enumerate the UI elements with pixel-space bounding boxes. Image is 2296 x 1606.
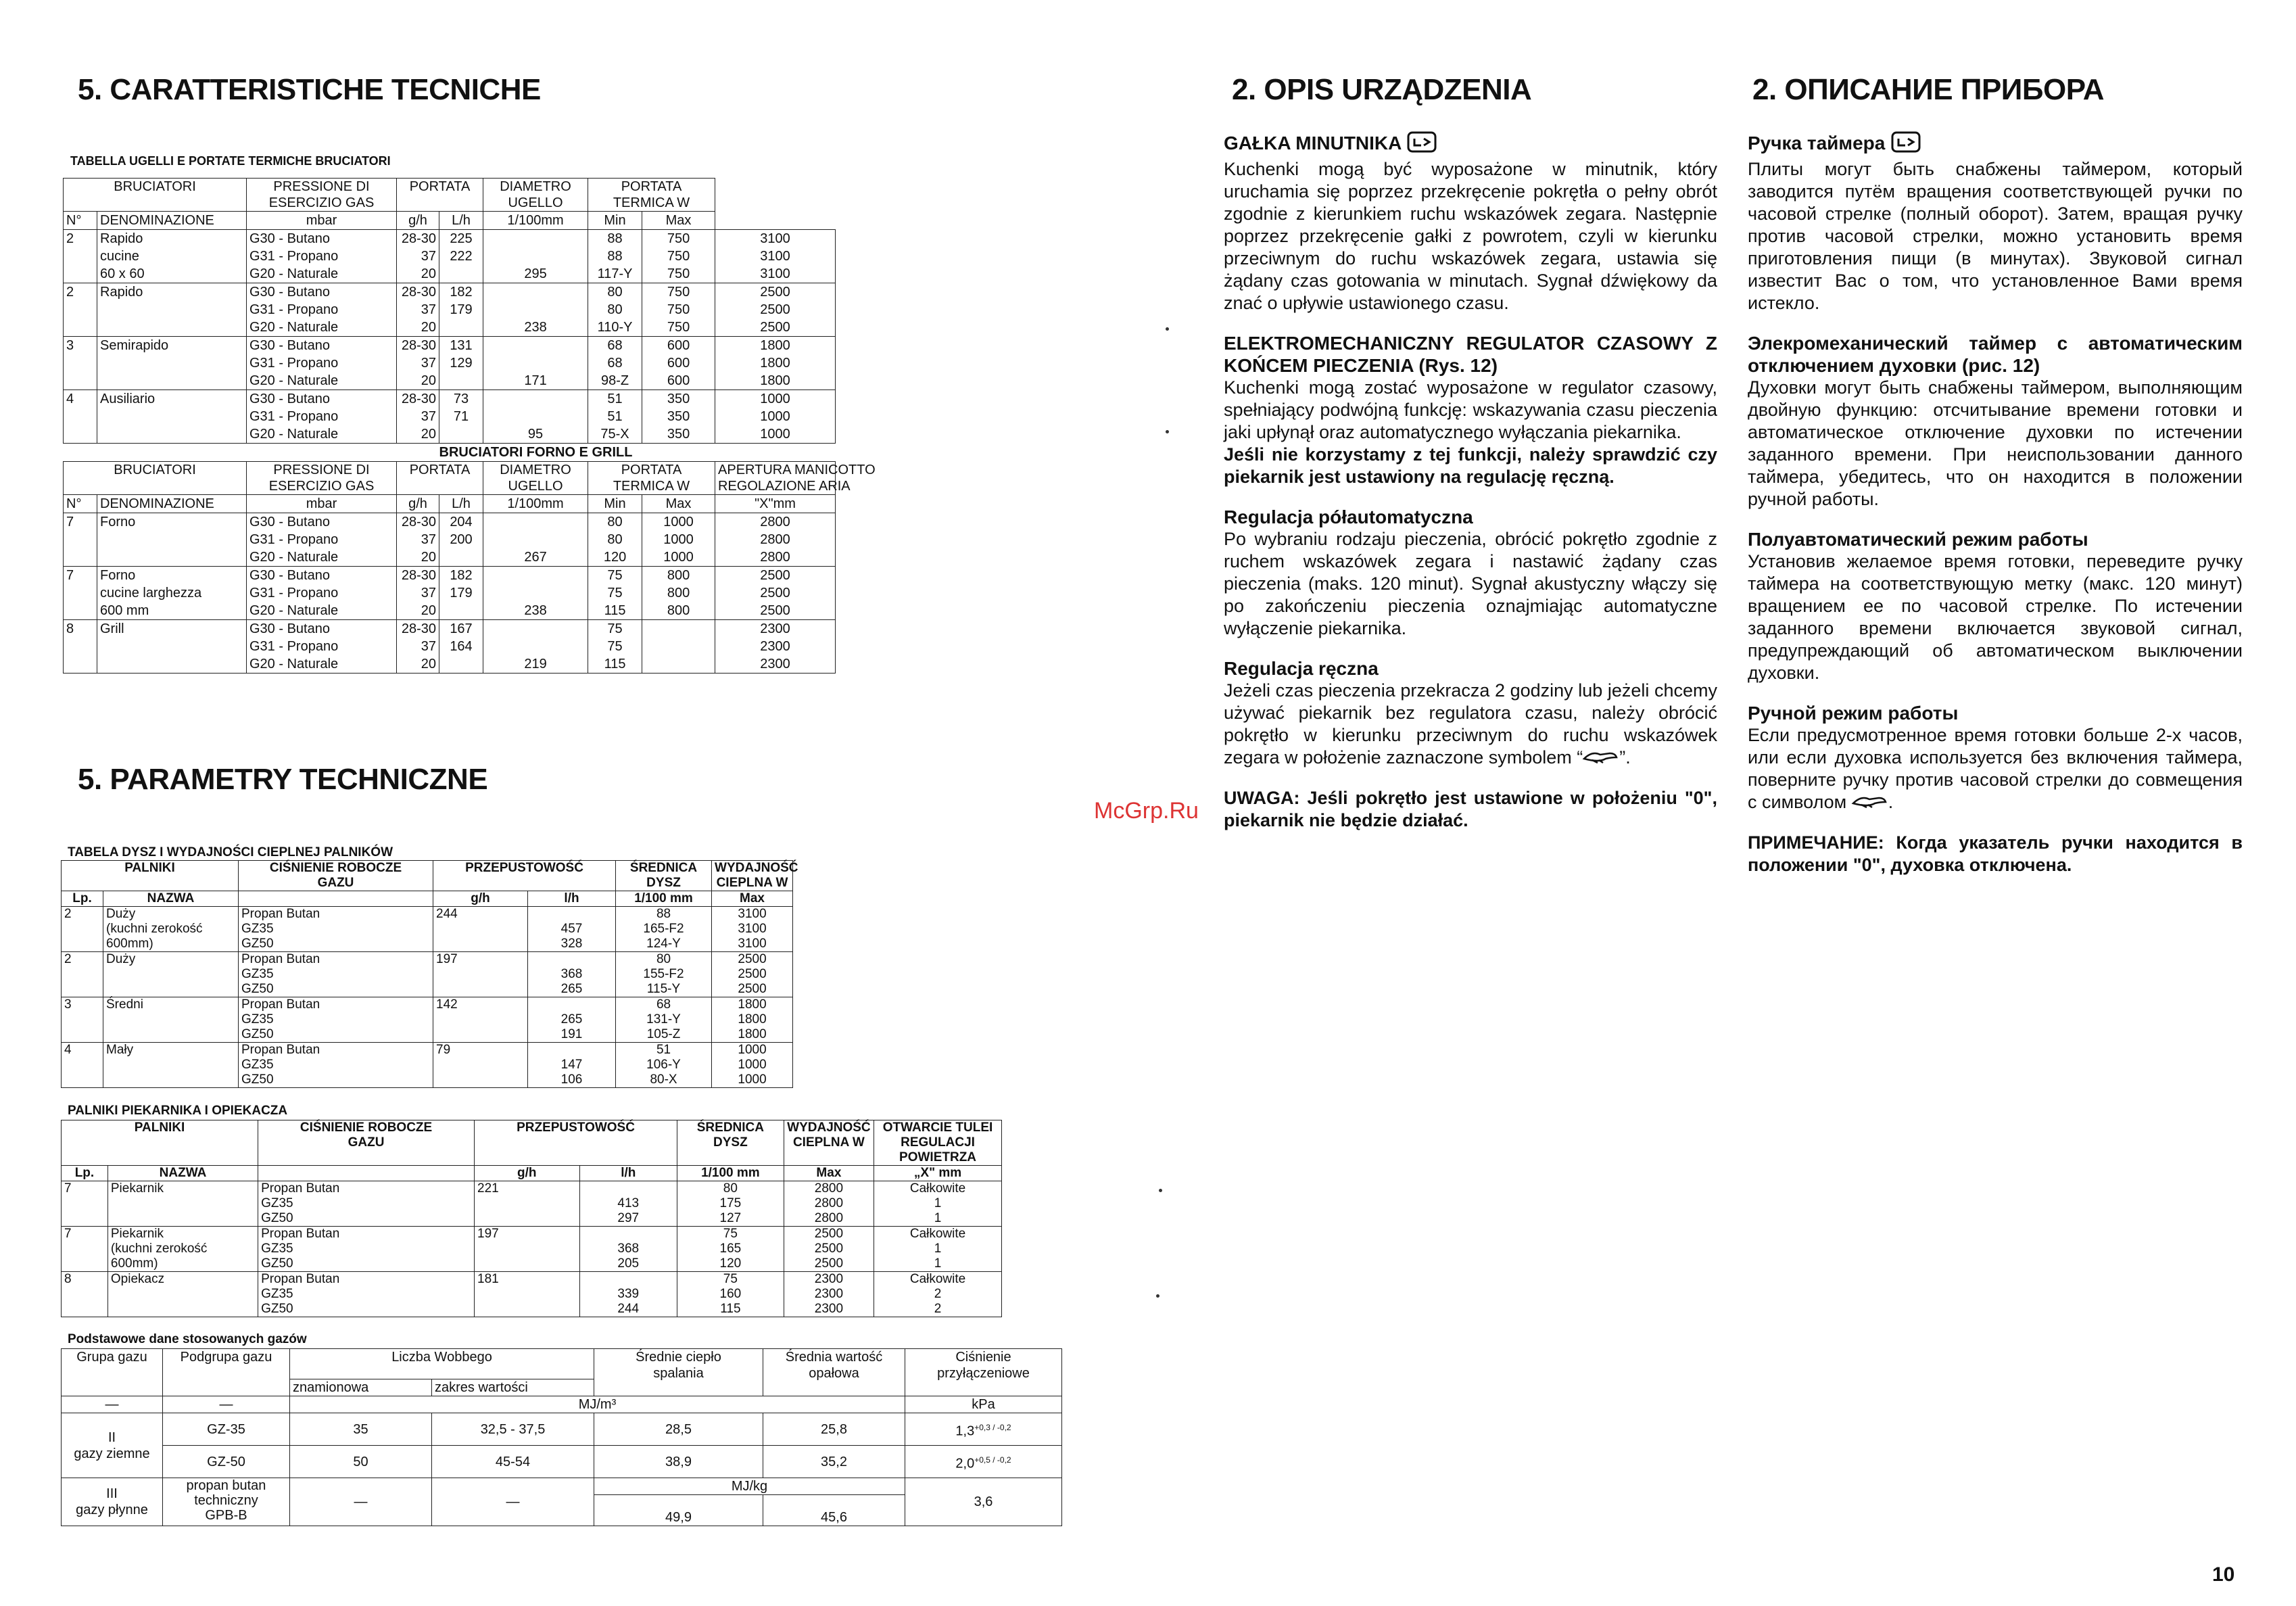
cell-gh: 131 129 [439, 337, 483, 390]
pl-s3-title: Regulacja półautomatyczna [1224, 506, 1473, 527]
pl-col-nazwa-2: NAZWA [107, 1166, 258, 1181]
ru-desc-title: 2. ОПИСАНИЕ ПРИБОРА [1752, 73, 2105, 106]
pl-table-caption: TABELA DYSZ I WYDAJNOŚCI CIEPLNEJ PALNIKÓW [68, 845, 393, 859]
table-row [64, 567, 836, 620]
cell-name: Forno [97, 513, 247, 567]
cell-d: 88 165-F2 124-Y [616, 907, 712, 952]
units-dash-1: — [62, 1396, 163, 1413]
watermark: McGrp.Ru [1094, 798, 1199, 824]
timer-icon [1890, 131, 1921, 158]
pl-col-palniki: PALNIKI [62, 861, 239, 891]
cell-max: 2300 2300 2300 [715, 620, 836, 674]
cell-gh: 73 71 [439, 390, 483, 444]
table-row [62, 1181, 1002, 1227]
cell-lh: 457 328 [528, 907, 616, 952]
gz35-wobbe: 35 [290, 1413, 432, 1446]
col-pressione-2: PRESSIONE DI ESERCIZIO GAS [247, 462, 397, 495]
gz50-cisn-value: 2,0 [955, 1456, 975, 1471]
h-cisn: Ciśnienie przyłączeniowe [905, 1349, 1062, 1396]
cell-gh: 181 [475, 1272, 580, 1317]
pl-s4-text: Jeżeli czas pieczenia przekracza 2 godziny lub jeżeli chcemy używać piekarnik bez regulatora czasu, należy obrócić pokrętło w kierunku przeciwnym do ruchu wskazówek zegara w położenie zaznaczone symbolem [1224, 680, 1717, 767]
gz35-cisn-value: 1,3 [955, 1423, 975, 1439]
table-row [64, 337, 836, 390]
grupa-ii: II gazy ziemne [62, 1413, 163, 1478]
col-min-2: Min [588, 495, 642, 513]
col-denominazione-2: DENOMINAZIONE [97, 495, 247, 513]
cell-gas: Propan Butan GZ35 GZ50 [258, 1272, 475, 1317]
cell-gas: Propan Butan GZ35 GZ50 [239, 952, 433, 997]
gpb-zakres: — [432, 1478, 594, 1526]
pl-s1-title-text: GAŁKA MINUTNIKA [1224, 132, 1402, 153]
cell-n: 2 [62, 952, 103, 997]
pl-col-cisnienie: CIŚNIENIE ROBOCZE GAZU [239, 861, 433, 891]
pl-s2-bold: Jeśli nie korzystamy z tej funkcji, należy sprawdzić czy piekarnik jest ustawiony na regulację ręczną. [1224, 444, 1717, 487]
col-diametro-2: DIAMETRO UGELLO [483, 462, 588, 495]
ru-s5: ПРИМЕЧАНИЕ: Когда указатель ручки находится в положении "0", духовка отключена. [1748, 832, 2243, 876]
cell-d: 80 155-F2 115-Y [616, 952, 712, 997]
cell-gh: 197 [433, 952, 528, 997]
cell-max: 2800 2800 2800 [784, 1181, 874, 1227]
cell-min: 800 800 800 [642, 567, 715, 620]
pl-col-wyd: WYDAJNOŚĆ CIEPLNA W [712, 861, 793, 891]
cell-name: Piekarnik [107, 1181, 258, 1227]
scan-speck [1166, 430, 1169, 433]
cell-gh: 204 200 [439, 513, 483, 567]
cell-lh: 295 [483, 230, 588, 283]
cell-gh: 182 179 [439, 283, 483, 337]
cell-n: 2 [64, 283, 97, 337]
gz50-wartosc: 35,2 [763, 1446, 905, 1478]
page-number: 10 [2212, 1563, 2235, 1586]
cell-name: Duży (kuchni zerokość 600mm) [103, 907, 239, 952]
cell-lh: 238 [483, 283, 588, 337]
ru-s1-title [1748, 131, 2243, 158]
pl-col-mm: 1/100 mm [616, 891, 712, 907]
cell-n: 7 [62, 1227, 108, 1272]
col-xmm: "X"mm [715, 495, 836, 513]
cell-p: 28-30 37 20 [397, 620, 439, 674]
pl-col-max-2: Max [784, 1166, 874, 1181]
cell-max: 3100 3100 3100 [712, 907, 793, 952]
col-mbar: mbar [247, 212, 397, 230]
pl-col-wyd-2: WYDAJNOŚĆ CIEPLNA W [784, 1120, 874, 1166]
cell-n: 4 [62, 1043, 103, 1088]
cell-lh: 413 297 [579, 1181, 677, 1227]
cell-lh: 267 [483, 513, 588, 567]
cell-gh: 244 [433, 907, 528, 952]
h-zakres: zakres wartości [432, 1379, 594, 1396]
pl-col-sred: ŚREDNICA DYSZ [616, 861, 712, 891]
cell-d: 80 80 110-Y [588, 283, 642, 337]
gz50-wobbe: 50 [290, 1446, 432, 1478]
cell-p: 28-30 37 20 [397, 390, 439, 444]
cell-d: 75 75 115 [588, 620, 642, 674]
cell-name: Semirapido [97, 337, 247, 390]
pl-s4-paragraph: Jeżeli czas pieczenia przekracza 2 godziny lub jeżeli chcemy używać piekarnik bez regulatora czasu, należy obrócić pokrętło w kierunku przeciwnym do ruchu wskazówek zegara w położenie zaznaczone symbolem “ ”. [1224, 680, 1717, 770]
ru-s3-text: Установив желаемое время готовки, переведите ручку таймера на соответствующую метку (макс. 120 минут) вращением ее по часовой стрелке. По истечении заданного времени включается звуковой сигнал, предупреждающий об автоматическом выключении духовки. [1748, 551, 2243, 683]
cell-gas: G30 - Butano G31 - Propano G20 - Naturale [247, 567, 397, 620]
cell-name: Grill [97, 620, 247, 674]
gz35-cisn [905, 1413, 1062, 1446]
h-grupa: Grupa gazu [62, 1349, 163, 1396]
col-portata-2: PORTATA [397, 462, 483, 495]
pl-col-palniki-2: PALNIKI [62, 1120, 258, 1166]
pl-col-cisnienie-2: CIŚNIENIE ROBOCZE GAZU [258, 1120, 475, 1166]
h-znam: znamionowa [290, 1379, 432, 1396]
cell-x: Całkowite 1 1 [874, 1181, 1002, 1227]
col-mbar-2: mbar [247, 495, 397, 513]
cell-gh: 221 [475, 1181, 580, 1227]
col-apertura: APERTURA MANICOTTO REGOLAZIONE ARIA [715, 462, 836, 495]
gz35-wartosc: 25,8 [763, 1413, 905, 1446]
cell-n: 8 [64, 620, 97, 674]
pl-col-sred-2: ŚREDNICA DYSZ [677, 1120, 784, 1166]
cell-gh: 197 [475, 1227, 580, 1272]
gz50-cisn [905, 1446, 1062, 1478]
pl-col-gh-2: g/h [475, 1166, 580, 1181]
cell-max: 2500 2500 2500 [715, 567, 836, 620]
cell-lh: 339 244 [579, 1272, 677, 1317]
table-row [64, 283, 836, 337]
cell-gh: 182 179 [439, 567, 483, 620]
cell-min: 1000 1000 1000 [642, 513, 715, 567]
col-n: N° [64, 212, 97, 230]
cell-max: 2500 2500 2500 [712, 952, 793, 997]
cell-gh: 225 222 [439, 230, 483, 283]
pl-s1-text: Kuchenki mogą być wyposażone w minutnik, który uruchamia się poprzez przekręcenie pokrętła o pełny obrót zgodnie z kierunkiem ruchu wskazówek zegara. Następnie poprzez przekręcenie gałki z powrotem, czyli w kierunku przeciwnym do ruchu wskazówek zegara, ustawia się żądany czas gotowania w minutach. Sygnał dźwiękowy da znać o upływie ustawionego czasu. [1224, 159, 1717, 313]
ru-s4-text: Если предусмотренное время готовки больше 2-х часов, или если духовка используется без включения таймера, поверните ручку против часовой стрелки до совмещения с символом [1748, 725, 2243, 812]
cell-min [642, 620, 715, 674]
units-mj3: MJ/m³ [290, 1396, 905, 1413]
cell-gas: G30 - Butano G31 - Propano G20 - Naturale [247, 283, 397, 337]
grupa-iii: III gazy płynne [62, 1478, 163, 1526]
cell-gas: G30 - Butano G31 - Propano G20 - Naturale [247, 390, 397, 444]
cell-name: Opiekacz [107, 1272, 258, 1317]
pl-col-przep: PRZEPUSTOWOŚĆ [433, 861, 616, 891]
col-bruciatori-2: BRUCIATORI [64, 462, 247, 495]
pl-desc-title: 2. OPIS URZĄDZENIA [1232, 73, 1532, 106]
cell-lh: 368 205 [579, 1227, 677, 1272]
scan-speck [1166, 327, 1169, 331]
gpb-wartosc: 45,6 [763, 1495, 905, 1526]
col-gh: g/h [397, 212, 439, 230]
table-row [62, 1272, 1002, 1317]
col-portata: PORTATA [397, 179, 483, 212]
it-title: 5. CARATTERISTICHE TECNICHE [78, 73, 541, 106]
cell-max: 2800 2800 2800 [715, 513, 836, 567]
col-bruciatori: BRUCIATORI [64, 179, 247, 212]
col-lh: L/h [439, 212, 483, 230]
units-mjkg: MJ/kg [594, 1478, 905, 1495]
pl-s2-text: Kuchenki mogą zostać wyposażone w regulator czasowy, spełniający podwójną funkcję: wskazywania czasu pieczenia jaki upłynął oraz automatycznego wyłączania piekarnika. [1224, 377, 1717, 442]
cell-n: 2 [62, 907, 103, 952]
cell-name: Piekarnik (kuchni zerokość 600mm) [107, 1227, 258, 1272]
h-podgrupa: Podgrupa gazu [163, 1349, 290, 1396]
pl-col-gh: g/h [433, 891, 528, 907]
cell-d: 80 80 120 [588, 513, 642, 567]
cell-x: Całkowite 2 2 [874, 1272, 1002, 1317]
gpb: propan butan techniczny GPB-B [163, 1478, 290, 1526]
pl-col-lp: Lp. [62, 891, 103, 907]
cell-n: 3 [64, 337, 97, 390]
cell-gas: Propan Butan GZ35 GZ50 [239, 907, 433, 952]
cell-p: 28-30 37 20 [397, 283, 439, 337]
scan-speck [1156, 1294, 1159, 1298]
cell-d: 51 51 75-X [588, 390, 642, 444]
cell-d: 75 160 115 [677, 1272, 784, 1317]
col-portata-termica: PORTATA TERMICA W [588, 179, 715, 212]
h-wobbe: Liczba Wobbego [290, 1349, 594, 1379]
cell-d: 68 131-Y 105-Z [616, 997, 712, 1043]
table-row [64, 230, 836, 283]
cell-d: 68 68 98-Z [588, 337, 642, 390]
cell-gas: Propan Butan GZ35 GZ50 [258, 1181, 475, 1227]
table-row [64, 390, 836, 444]
pl-col-lh: l/h [528, 891, 616, 907]
cell-name: Rapido [97, 283, 247, 337]
cell-max: 1000 1000 1000 [715, 390, 836, 444]
cell-d: 75 75 115 [588, 567, 642, 620]
ru-desc-column [1748, 131, 2243, 876]
ru-s4-title: Ручной режим работы [1748, 703, 1959, 724]
cell-gas: Propan Butan GZ35 GZ50 [258, 1227, 475, 1272]
gpb-wobbe: — [290, 1478, 432, 1526]
units-dash-2: — [163, 1396, 290, 1413]
cell-gh: 79 [433, 1043, 528, 1088]
cell-gas: Propan Butan GZ35 GZ50 [239, 1043, 433, 1088]
cell-name: Mały [103, 1043, 239, 1088]
cell-n: 4 [64, 390, 97, 444]
cell-lh: 238 [483, 567, 588, 620]
cell-max: 1800 1800 1800 [715, 337, 836, 390]
pl-s2-title: ELEKTROMECHANICZNY REGULATOR CZASOWY Z KOŃCEM PIECZENIA (Rys. 12) [1224, 333, 1717, 376]
cell-n: 8 [62, 1272, 108, 1317]
gz50: GZ-50 [163, 1446, 290, 1478]
col-denominazione: DENOMINAZIONE [97, 212, 247, 230]
table-row [62, 1227, 1002, 1272]
gz35-zakres: 32,5 - 37,5 [432, 1413, 594, 1446]
ru-s3-title: Полуавтоматический режим работы [1748, 529, 2088, 550]
cell-gh: 142 [433, 997, 528, 1043]
table-row [62, 907, 888, 952]
pl-oven-caption: PALNIKI PIEKARNIKA I OPIEKACZA [68, 1104, 288, 1118]
cell-gas: G30 - Butano G31 - Propano G20 - Naturale [247, 337, 397, 390]
cell-n: 7 [64, 513, 97, 567]
cell-n: 2 [64, 230, 97, 283]
cell-d: 88 88 117-Y [588, 230, 642, 283]
cell-name: Ausiliario [97, 390, 247, 444]
pl-s3-text: Po wybraniu rodzaju pieczenia, obrócić pokrętło zgodnie z ruchem wskazówek zegara i nastawić żądany czas pieczenia (maks. 120 minut). Sygnał akustyczny włączy się po zakończeniu pieczenia oznajmiając automatyczne wyłączenie piekarnika. [1224, 529, 1717, 638]
pl-burner-table [61, 860, 888, 1088]
scan-speck [1159, 1189, 1162, 1192]
cell-max: 2500 2500 2500 [784, 1227, 874, 1272]
cell-x: Całkowite 1 1 [874, 1227, 1002, 1272]
col-min: Min [588, 212, 642, 230]
table-row [64, 620, 836, 674]
it-burner-table [63, 178, 876, 674]
cell-lh: 147 106 [528, 1043, 616, 1088]
col-gh-2: g/h [397, 495, 439, 513]
pl-col-lp-2: Lp. [62, 1166, 108, 1181]
col-n-2: N° [64, 495, 97, 513]
cell-n: 7 [62, 1181, 108, 1227]
pl-gas-caption: Podstawowe dane stosowanych gazów [68, 1332, 307, 1346]
cell-p: 28-30 37 20 [397, 337, 439, 390]
hand-symbol-icon [1583, 747, 1619, 770]
gz50-cieplo: 38,9 [594, 1446, 763, 1478]
cell-n: 7 [64, 567, 97, 620]
pl-col-xmm: „X" mm [874, 1166, 1002, 1181]
cell-max: 3100 3100 3100 [715, 230, 836, 283]
table-row [62, 997, 888, 1043]
pl-col-mm-2: 1/100 mm [677, 1166, 784, 1181]
cell-max: 2500 2500 2500 [715, 283, 836, 337]
cell-gas: G30 - Butano G31 - Propano G20 - Naturale [247, 513, 397, 567]
pl-title: 5. PARAMETRY TECHNICZNE [78, 763, 488, 796]
cell-p: 28-30 37 20 [397, 513, 439, 567]
pl-s1-title [1224, 131, 1717, 158]
hand-symbol-icon [1852, 792, 1888, 814]
cell-name: Rapido cucine 60 x 60 [97, 230, 247, 283]
pl-col-nazwa: NAZWA [103, 891, 239, 907]
table-row [64, 513, 836, 567]
pl-col-przep-2: PRZEPUSTOWOŚĆ [475, 1120, 677, 1166]
cell-lh: 95 [483, 390, 588, 444]
cell-p: 28-30 37 20 [397, 230, 439, 283]
cell-max: 1800 1800 1800 [712, 997, 793, 1043]
h-wartosc: Średnia wartość opałowa [763, 1349, 905, 1396]
it-table-caption: TABELLA UGELLI E PORTATE TERMICHE BRUCIATORI [70, 154, 391, 168]
cell-min: 350 350 350 [642, 390, 715, 444]
pl-desc-column [1224, 131, 1717, 832]
cell-min: 750 750 750 [642, 230, 715, 283]
cell-max: 1000 1000 1000 [712, 1043, 793, 1088]
pl-oven-table [61, 1120, 1002, 1317]
cell-gas: Propan Butan GZ35 GZ50 [239, 997, 433, 1043]
table-row [62, 1043, 888, 1088]
gz50-zakres: 45-54 [432, 1446, 594, 1478]
cell-gas: G30 - Butano G31 - Propano G20 - Naturale [247, 230, 397, 283]
col-mm: 1/100mm [483, 212, 588, 230]
cell-lh: 219 [483, 620, 588, 674]
cell-lh: 171 [483, 337, 588, 390]
cell-gas: G30 - Butano G31 - Propano G20 - Naturale [247, 620, 397, 674]
pl-col-max: Max [712, 891, 793, 907]
gz35-cieplo: 28,5 [594, 1413, 763, 1446]
gz50-cisn-tol: +0,5 / -0,2 [974, 1455, 1011, 1465]
pl-s4-title: Regulacja ręczna [1224, 658, 1379, 679]
cell-name: Duży [103, 952, 239, 997]
col-portata-termica-2: PORTATA TERMICA W [588, 462, 715, 495]
ru-s4-paragraph: Если предусмотренное время готовки больше 2-х часов, или если духовка используется без включения таймера, поверните ручку против часовой стрелки до совмещения с символом . [1748, 724, 2243, 814]
pl-col-lh-2: l/h [579, 1166, 677, 1181]
cell-lh: 265 191 [528, 997, 616, 1043]
col-diametro: DIAMETRO UGELLO [483, 179, 588, 212]
gpb-cisn: 3,6 [905, 1478, 1062, 1526]
ru-s2-text: Духовки могут быть снабжены таймером, выполняющим двойную функцию: отсчитывание времени готовки и автоматическое отключение духовки по истечении заданного времени. При неиспользовании данного таймера, убедитесь, что он находится в положении ручной работы. [1748, 377, 2243, 509]
col-max-2: Max [642, 495, 715, 513]
ru-s1-title-text: Ручка таймера [1748, 132, 1886, 153]
cell-lh: 368 265 [528, 952, 616, 997]
gz35: GZ-35 [163, 1413, 290, 1446]
h-cieplo: Średnie ciepło spalania [594, 1349, 763, 1396]
it-forno-caption: BRUCIATORI FORNO E GRILL [64, 444, 836, 462]
gz35-cisn-tol: +0,3 / -0,2 [974, 1422, 1011, 1432]
cell-min: 750 750 750 [642, 283, 715, 337]
pl-gas-table [61, 1348, 1062, 1526]
cell-name: Średni [103, 997, 239, 1043]
ru-s2-title: Элекромеханический таймер с автоматическим отключением духовки (рис. 12) [1748, 333, 2243, 376]
units-kpa: kPa [905, 1396, 1062, 1413]
cell-p: 28-30 37 20 [397, 567, 439, 620]
table-row [62, 952, 888, 997]
cell-d: 51 106-Y 80-X [616, 1043, 712, 1088]
cell-gh: 167 164 [439, 620, 483, 674]
col-pressione: PRESSIONE DI ESERCIZIO GAS [247, 179, 397, 212]
minute-timer-icon [1406, 131, 1437, 158]
cell-d: 75 165 120 [677, 1227, 784, 1272]
col-mm-2: 1/100mm [483, 495, 588, 513]
gpb-cieplo: 49,9 [594, 1495, 763, 1526]
col-max: Max [642, 212, 715, 230]
pl-s5: UWAGA: Jeśli pokrętło jest ustawione w położeniu "0", piekarnik nie będzie działać. [1224, 788, 1717, 831]
cell-d: 80 175 127 [677, 1181, 784, 1227]
ru-s1-text: Плиты могут быть снабжены таймером, который заводится путём вращения соответствующей ручки по часовой стрелке (полный оборот). Затем, вращая ручку против часовой стрелки, можно установить время приготовления пищи (в минутах). Звуковой сигнал известит Вас о том, что установленное Вами время истекло. [1748, 159, 2243, 313]
cell-max: 2300 2300 2300 [784, 1272, 874, 1317]
cell-name: Forno cucine larghezza 600 mm [97, 567, 247, 620]
cell-min: 600 600 600 [642, 337, 715, 390]
pl-col-otw: OTWARCIE TULEI REGULACJI POWIETRZA [874, 1120, 1002, 1166]
col-lh-2: L/h [439, 495, 483, 513]
cell-n: 3 [62, 997, 103, 1043]
